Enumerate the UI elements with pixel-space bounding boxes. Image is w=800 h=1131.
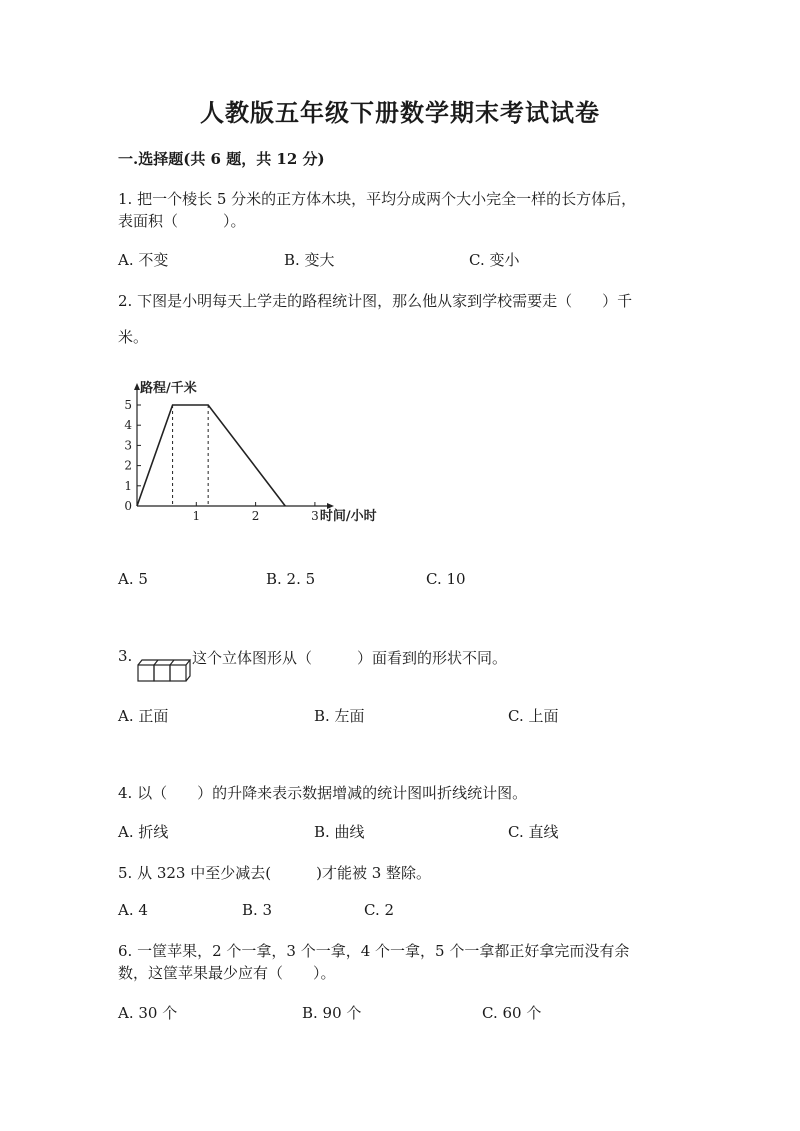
- q2-text-line1: 2. 下图是小明每天上学走的路程统计图，那么他从家到学校需要走（ ）千: [118, 292, 633, 310]
- q2-option-c[interactable]: C. 10: [426, 570, 466, 588]
- y-tick-label: 4: [124, 418, 132, 433]
- q2-text-line2: 米。: [118, 328, 149, 346]
- y-tick-label: 0: [124, 499, 132, 513]
- q4-option-b[interactable]: B. 曲线: [314, 823, 365, 841]
- y-tick-label: 1: [124, 478, 132, 493]
- q1-text-line1: 1. 把一个棱长 5 分米的正方体木块，平均分成两个大小完全一样的长方体后，: [118, 190, 637, 208]
- y-tick-label: 5: [124, 398, 132, 412]
- q3-number: 3.: [118, 647, 133, 665]
- three-cubes-figure: [136, 657, 192, 685]
- q5-option-b[interactable]: B. 3: [242, 901, 273, 919]
- y-tick-label: 2: [124, 458, 132, 473]
- y-tick-label: 3: [124, 438, 132, 453]
- q1-option-c[interactable]: C. 变小: [469, 251, 520, 269]
- x-tick-label: 3: [311, 509, 319, 523]
- q6-text-line2: 数，这筐苹果最少应有（ ）。: [118, 964, 336, 982]
- distance-time-chart: [115, 380, 415, 530]
- q5-option-c[interactable]: C. 2: [364, 901, 395, 919]
- q4-text: 4. 以（ ）的升降来表示数据增减的统计图叫折线统计图。: [118, 784, 528, 802]
- q3-option-c[interactable]: C. 上面: [508, 707, 559, 725]
- x-axis-label: 时间/小时: [319, 509, 377, 524]
- q1-option-a[interactable]: A. 不变: [118, 251, 169, 269]
- page-title: 人教版五年级下册数学期末考试试卷: [200, 98, 600, 127]
- q4-option-a[interactable]: A. 折线: [118, 823, 169, 841]
- q1-option-b[interactable]: B. 变大: [284, 251, 335, 269]
- distance-series-line: [137, 405, 285, 506]
- q6-option-b[interactable]: B. 90 个: [302, 1004, 362, 1022]
- q2-option-b[interactable]: B. 2. 5: [266, 570, 316, 588]
- section-title: 一.选择题(共 6 题，共 12 分): [118, 150, 325, 168]
- q3-option-b[interactable]: B. 左面: [314, 707, 365, 725]
- q2-option-a[interactable]: A. 5: [118, 570, 148, 588]
- q3-option-a[interactable]: A. 正面: [118, 707, 169, 725]
- q6-text-line1: 6. 一筐苹果，2 个一拿，3 个一拿，4 个一拿，5 个一拿都正好拿完而没有余: [118, 942, 630, 960]
- x-tick-label: 2: [251, 509, 260, 523]
- q6-option-a[interactable]: A. 30 个: [118, 1004, 178, 1022]
- q1-text-line2: 表面积（ ）。: [118, 212, 246, 230]
- x-tick-label: 1: [192, 509, 201, 523]
- q6-option-c[interactable]: C. 60 个: [482, 1004, 542, 1022]
- y-axis-label: 路程/千米: [140, 381, 197, 396]
- q4-option-c[interactable]: C. 直线: [508, 823, 559, 841]
- q3-text: 这个立体图形从（ ）面看到的形状不同。: [192, 649, 508, 667]
- q5-text: 5. 从 323 中至少减去( )才能被 3 整除。: [118, 864, 432, 882]
- q5-option-a[interactable]: A. 4: [118, 901, 148, 919]
